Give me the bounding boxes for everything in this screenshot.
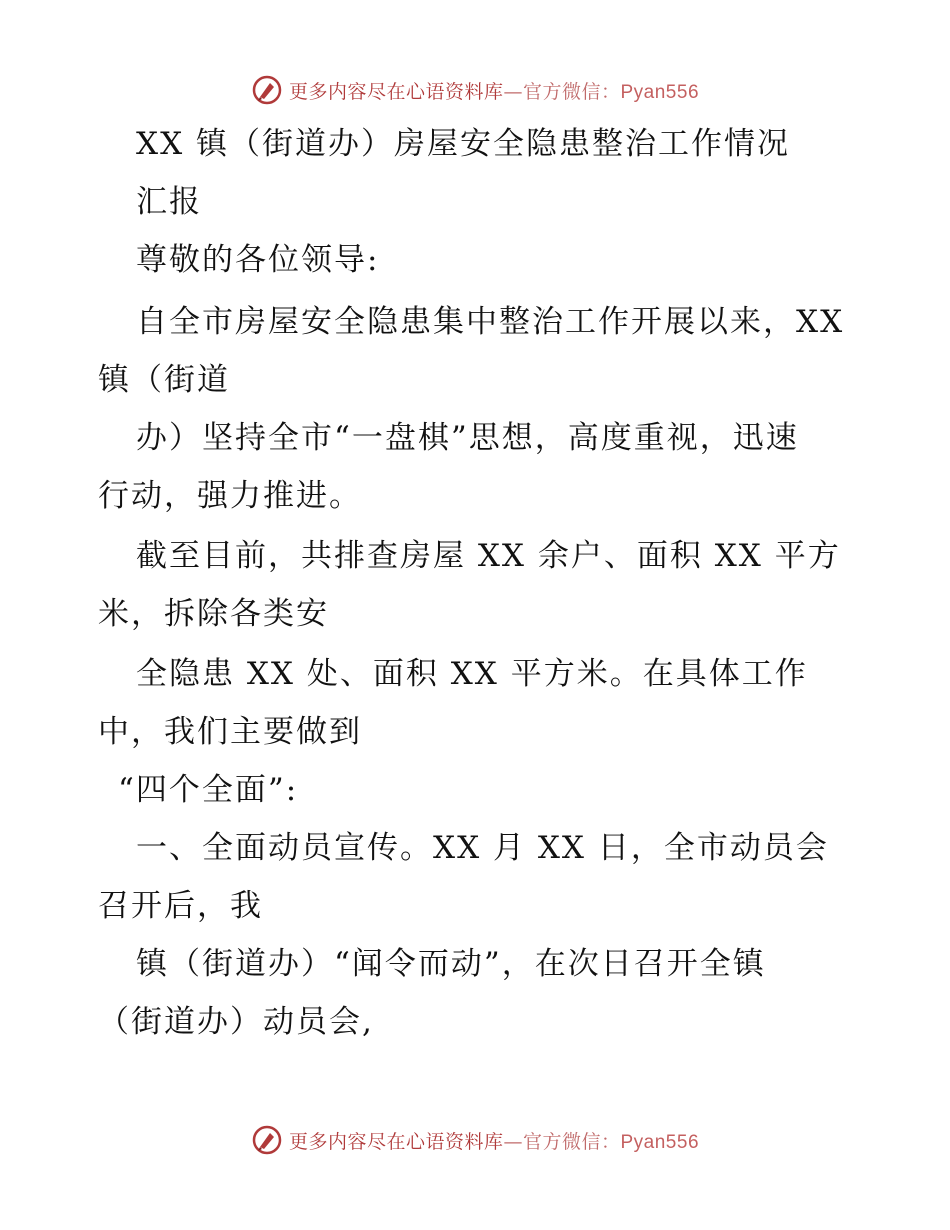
paragraph-line: （街道办）动员会, xyxy=(98,1004,374,1040)
watermark-site-text: 更多内容尽在心语资料库 xyxy=(288,80,504,103)
paragraph-line: 截至目前，共排查房屋 XX 余户、面积 XX 平方 xyxy=(136,538,841,574)
paragraph-line: 米，拆除各类安 xyxy=(98,596,329,632)
watermark-text xyxy=(289,1127,699,1154)
salutation: 尊敬的各位领导: xyxy=(136,242,380,278)
paragraph-line: 镇（街道办）“闻令而动”，在次日召开全镇 xyxy=(136,946,766,982)
watermark-wechat-label: 官方微信： xyxy=(522,80,621,103)
paragraph-line: 镇（街道 xyxy=(98,362,230,398)
watermark-wechat-id: Pyan556 xyxy=(620,1131,700,1153)
paragraph-line: 全隐患 XX 处、面积 XX 平方米。在具体工作 xyxy=(136,656,808,692)
pen-nib-logo-icon xyxy=(251,1124,283,1156)
watermark-wechat-label: 官方微信： xyxy=(522,1130,621,1153)
header-watermark xyxy=(0,70,950,110)
paragraph-line: 行动，强力推进。 xyxy=(98,478,362,514)
pen-nib-logo-icon xyxy=(251,74,283,106)
footer-watermark xyxy=(0,1120,950,1160)
watermark-text xyxy=(289,77,699,104)
watermark-site-text: 更多内容尽在心语资料库 xyxy=(288,1130,504,1153)
paragraph-line: 自全市房屋安全隐患集中整治工作开展以来，XX xyxy=(136,304,845,340)
section-heading-line: 一、全面动员宣传。XX 月 XX 日，全市动员会 xyxy=(136,830,829,866)
paragraph-line: 召开后，我 xyxy=(98,888,263,924)
document-title-line-1: XX 镇（街道办）房屋安全隐患整治工作情况 xyxy=(136,126,790,162)
watermark-separator: — xyxy=(503,1130,523,1153)
paragraph-line: “四个全面”: xyxy=(118,772,299,808)
document-title-line-2: 汇报 xyxy=(136,184,202,220)
watermark-separator: — xyxy=(503,80,523,103)
paragraph-line: 办）坚持全市“一盘棋”思想，高度重视，迅速 xyxy=(136,420,799,456)
paragraph-line: 中，我们主要做到 xyxy=(98,714,362,750)
watermark-wechat-id: Pyan556 xyxy=(620,81,700,103)
